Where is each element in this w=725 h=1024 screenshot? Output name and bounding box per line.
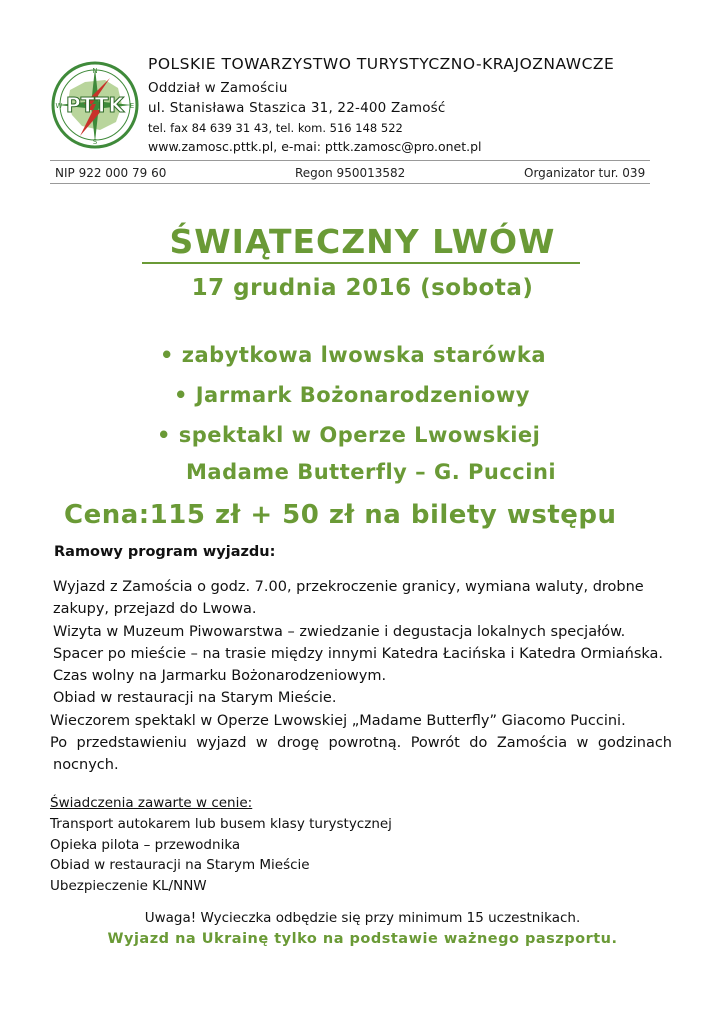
- event-price: Cena:115 zł + 50 zł na bilety wstępu: [64, 500, 617, 530]
- logo-letter-n: N: [92, 67, 98, 75]
- title-underline: [142, 262, 580, 264]
- passport-requirement: Wyjazd na Ukrainę tylko na podstawie ważnego paszportu.: [107, 931, 618, 947]
- program-line: Po przedstawieniu wyjazd w drogę powrotną. Powrót do Zamościa w godzinach: [50, 735, 672, 752]
- program-line: Wyjazd z Zamościa o godz. 7.00, przekroczenie granicy, wymiana waluty, drobne: [53, 579, 644, 595]
- program-line: Spacer po mieście – na trasie między innymi Katedra Łacińska i Katedra Ormiańska.: [53, 645, 664, 662]
- included-item: Transport autokarem lub busem klasy turystycznej: [50, 816, 392, 832]
- included-item: Obiad w restauracji na Starym Mieście: [50, 857, 310, 873]
- minimum-participants-note: Uwaga! Wycieczka odbędzie się przy minimum 15 uczestnikach.: [144, 910, 581, 926]
- logo-letter-e: E: [129, 102, 135, 110]
- included-item: Opieka pilota – przewodnika: [50, 836, 241, 853]
- included-list: [50, 814, 392, 896]
- nip-number: NIP 922 000 79 60: [55, 166, 167, 180]
- program-line: Wieczorem spektakl w Operze Lwowskiej „Madame Butterfly” Giacomo Puccini.: [50, 712, 626, 729]
- pttk-logo: [50, 60, 140, 150]
- regon-number: Regon 950013582: [295, 166, 406, 180]
- highlight-opera: • spektakl w Operze Lwowskiej: [157, 423, 541, 447]
- included-heading: Świadczenia zawarte w cenie:: [50, 795, 253, 811]
- program-text: [50, 576, 672, 777]
- program-line: zakupy, przejazd do Lwowa.: [53, 601, 257, 618]
- org-web-email: www.zamosc.pttk.pl, e-mai: pttk.zamosc@pro.onet.pl: [148, 139, 482, 154]
- highlight-christmas-market: • Jarmark Bożonarodzeniowy: [174, 383, 530, 407]
- program-heading: Ramowy program wyjazdu:: [54, 544, 276, 560]
- included-item: Ubezpieczenie KL/NNW: [50, 877, 207, 894]
- org-address: ul. Stanisława Staszica 31, 22-400 Zamość: [148, 100, 446, 116]
- program-line: nocnych.: [53, 757, 119, 774]
- org-branch: Oddział w Zamościu: [148, 80, 288, 96]
- highlight-madame-butterfly: Madame Butterfly – G. Puccini: [186, 460, 557, 484]
- logo-text: PTTK: [66, 93, 124, 117]
- program-line: Wizyta w Muzeum Piwowarstwa – zwiedzanie i degustacja lokalnych specjałów.: [53, 623, 626, 640]
- org-name: POLSKIE TOWARZYSTWO TURYSTYCZNO-KRAJOZNAWCZE: [148, 55, 615, 73]
- program-line: Obiad w restauracji na Starym Mieście.: [53, 690, 337, 707]
- program-line: Czas wolny na Jarmarku Bożonarodzeniowym.: [53, 668, 387, 685]
- header-divider-bottom: [50, 183, 650, 184]
- header-divider-top: [50, 160, 650, 161]
- highlight-old-town: • zabytkowa lwowska starówka: [160, 343, 547, 367]
- logo-letter-s: S: [92, 138, 98, 146]
- logo-letter-w: W: [55, 102, 63, 110]
- event-date: 17 grudnia 2016 (sobota): [191, 275, 534, 301]
- organizator-number: Organizator tur. 039: [524, 166, 646, 180]
- event-title: ŚWIĄTECZNY LWÓW: [169, 222, 556, 261]
- org-phones: tel. fax 84 639 31 43, tel. kom. 516 148 522: [148, 121, 403, 135]
